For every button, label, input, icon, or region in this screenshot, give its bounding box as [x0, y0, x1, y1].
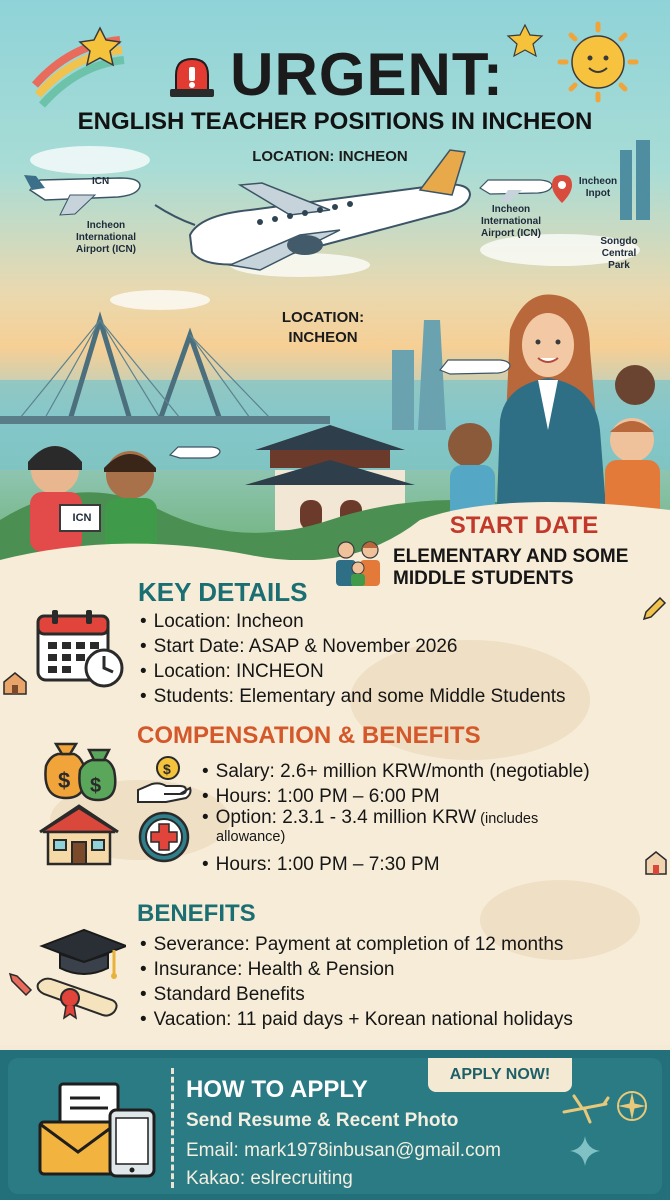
key-details-heading: KEY DETAILS — [138, 577, 308, 607]
family-icon — [330, 538, 386, 593]
content-panel — [0, 500, 670, 1045]
location-mid-line2: INCHEON — [288, 328, 358, 346]
airport-right-line1: Incheon — [491, 204, 531, 215]
list-item: • Start Date: ASAP & November 2026 — [140, 634, 566, 659]
list-item: • Standard Benefits — [140, 982, 573, 1007]
start-date-detail — [393, 546, 663, 591]
start-date-heading: START DATE — [449, 512, 599, 539]
list-item: • Location: Incheon — [140, 609, 566, 634]
start-date-line2: MIDDLE STUDENTS — [393, 568, 574, 590]
email-phone-icon — [38, 1082, 158, 1183]
park-label — [594, 236, 644, 272]
plane-code-left: ICN — [92, 176, 110, 187]
hero-illustration — [0, 0, 670, 560]
benefits-heading: BENEFITS — [137, 900, 256, 927]
compensation-heading: COMPENSATION & BENEFITS — [137, 722, 481, 749]
list-item: • Insurance: Health & Pension — [140, 957, 573, 982]
location-mid-line1: LOCATION: — [281, 309, 365, 326]
airport-label-left — [56, 220, 156, 256]
medical-cross-icon — [137, 810, 191, 869]
how-to-apply-heading: HOW TO APPLY — [186, 1076, 368, 1103]
park-line2: Central — [601, 248, 637, 259]
benefits-list — [140, 932, 573, 1032]
pencil-icon — [640, 595, 668, 628]
pencil-icon-left — [6, 970, 34, 1003]
list-item: • Students: Elementary and some Middle Students — [140, 684, 566, 709]
compass-icon — [614, 1088, 650, 1129]
kakao-contact[interactable]: Kakao: eslrecruiting — [186, 1168, 353, 1189]
graduation-cap-icon — [34, 924, 126, 1025]
option-note: (includes — [480, 811, 539, 827]
park-line3: Park — [608, 260, 630, 271]
airport-left-line2: International — [75, 232, 136, 243]
location-label-top: LOCATION: INCHEON — [252, 148, 408, 165]
airport-right-line3: Airport (ICN) — [481, 228, 541, 239]
airport-left-line1: Incheon — [86, 220, 126, 231]
map-pin-line2: Inpot — [585, 188, 611, 199]
airport-left-line3: Airport (ICN) — [76, 244, 136, 255]
key-details-list — [140, 609, 566, 709]
airplane-icon — [560, 1094, 610, 1129]
map-pin-line1: Incheon — [578, 176, 618, 187]
list-item: • Location: INCHEON — [140, 659, 566, 684]
location-label-mid — [268, 308, 378, 347]
email-contact[interactable]: Email: mark1978inbusan@gmail.com — [186, 1140, 501, 1161]
svg-text:$: $ — [58, 768, 71, 793]
map-pin-label — [572, 176, 624, 200]
compensation-list — [202, 759, 642, 877]
list-item: • Hours: 1:00 PM – 6:00 PM — [202, 784, 642, 809]
money-bags-icon — [36, 736, 120, 807]
footer-divider — [171, 1068, 174, 1188]
option-main: Option: 2.3.1 - 3.4 million KRW — [215, 807, 477, 828]
airport-right-line2: International — [480, 216, 541, 227]
airport-label-right — [466, 204, 556, 240]
list-item — [202, 809, 642, 846]
list-item: • Salary: 2.6+ million KRW/month (negotiable) — [202, 759, 642, 784]
svg-text:$: $ — [163, 761, 171, 777]
siren-icon — [166, 51, 218, 99]
list-item: • Vacation: 11 paid days + Korean national holidays — [140, 1007, 573, 1032]
page-title: URGENT: — [230, 41, 504, 108]
kid-sign-label: ICN — [72, 512, 92, 524]
option-tail: allowance) — [216, 829, 286, 845]
send-instructions: Send Resume & Recent Photo — [186, 1110, 459, 1131]
calendar-clock-icon — [36, 608, 126, 693]
house-icon — [36, 802, 122, 873]
footer-card — [8, 1058, 662, 1194]
start-date-line1: ELEMENTARY AND SOME — [393, 546, 629, 567]
svg-text:$: $ — [90, 775, 102, 797]
small-house-icon — [2, 670, 28, 701]
sparkle-icon — [568, 1134, 602, 1173]
title-row — [0, 41, 670, 108]
small-building-icon — [644, 848, 668, 881]
footer-apply — [0, 1050, 670, 1200]
coin-hand-icon — [136, 754, 192, 809]
apply-now-badge[interactable]: APPLY NOW! — [428, 1058, 572, 1092]
list-item: • Hours: 1:00 PM – 7:30 PM — [202, 852, 642, 877]
page-subtitle: ENGLISH TEACHER POSITIONS IN INCHEON — [77, 108, 593, 135]
park-line1: Songdo — [600, 236, 638, 247]
list-item: • Severance: Payment at completion of 12 months — [140, 932, 573, 957]
